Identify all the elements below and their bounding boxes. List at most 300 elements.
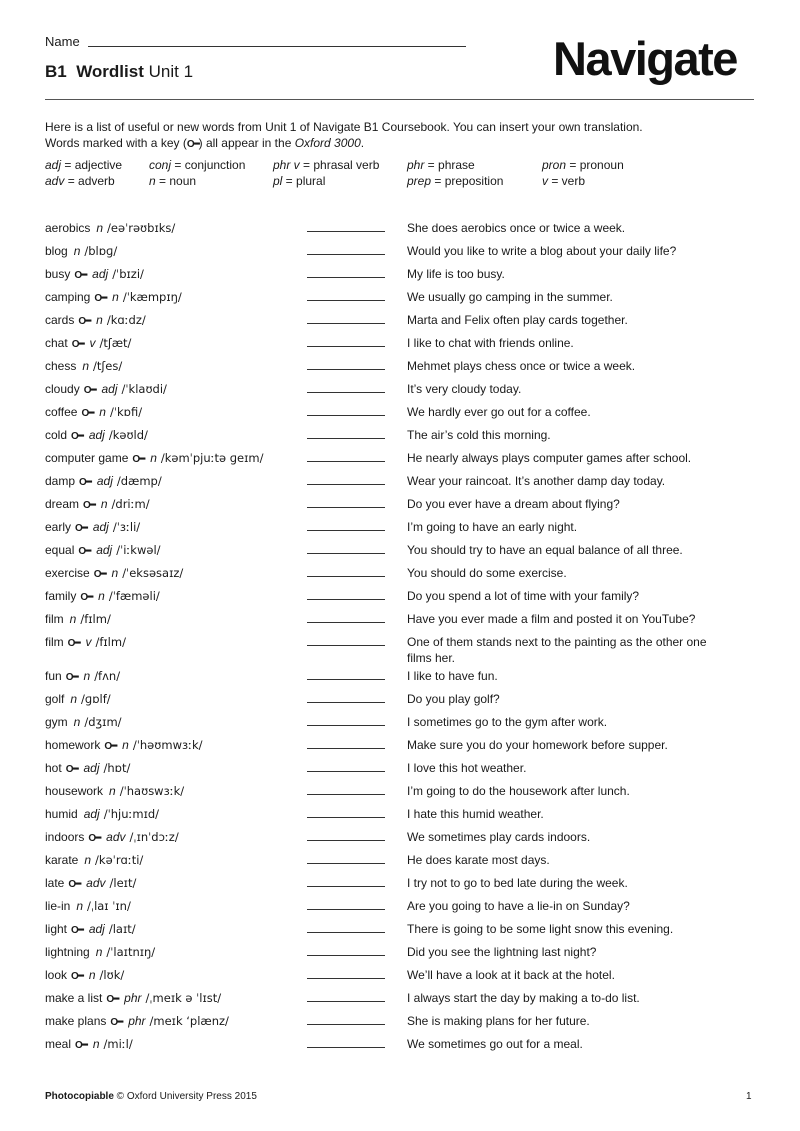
example-sentence: We’ll have a look at it back at the hotel.: [407, 968, 615, 982]
word-row: [45, 828, 755, 851]
abbreviation-item: pl = plural: [273, 174, 326, 188]
word-row: [45, 667, 755, 690]
translation-blank[interactable]: [307, 519, 385, 531]
example-sentence: I like to chat with friends online.: [407, 336, 574, 350]
page-number: 1: [746, 1091, 752, 1102]
example-sentence: Marta and Felix often play cards together.: [407, 313, 628, 327]
headword: coffee: [45, 405, 78, 419]
abbreviation-item: n = noun: [149, 174, 197, 188]
example-sentence: She does aerobics once or twice a week.: [407, 221, 626, 235]
translation-blank[interactable]: [307, 806, 385, 818]
headword: lightning: [45, 945, 90, 959]
headword: golf: [45, 692, 65, 706]
word-row: [45, 564, 755, 587]
part-of-speech: n: [96, 313, 103, 327]
word-row: [45, 311, 755, 334]
pronunciation: /fɪlm/: [80, 612, 111, 626]
word-row: [45, 219, 755, 242]
word-entry: [45, 496, 307, 517]
part-of-speech: adj: [101, 382, 118, 396]
key-icon: O━: [71, 339, 84, 350]
unit-title: [45, 62, 193, 82]
pronunciation: /leɪt/: [109, 876, 137, 890]
footer-copyright: Photocopiable © Oxford University Press 2015: [45, 1091, 257, 1102]
part-of-speech: adj: [88, 922, 105, 936]
word-entry: [45, 266, 307, 287]
headword: indoors: [45, 830, 85, 844]
word-row: [45, 805, 755, 828]
translation-blank[interactable]: [307, 381, 385, 393]
key-icon: O━: [65, 764, 78, 775]
part-of-speech: n: [69, 612, 77, 626]
example-sentence: I sometimes go to the gym after work.: [407, 715, 608, 729]
part-of-speech: adv: [86, 876, 106, 890]
word-entry: [45, 404, 307, 425]
abbreviation-item: v = verb: [542, 174, 586, 188]
headword: aerobics: [45, 221, 91, 235]
key-icon: O━: [79, 477, 91, 488]
translation-blank[interactable]: [307, 967, 385, 979]
word-row: [45, 265, 755, 288]
part-of-speech: n: [122, 738, 129, 752]
key-icon: O━: [83, 500, 95, 511]
key-icon: O━: [71, 925, 83, 936]
headword: equal: [45, 543, 75, 557]
example-sentence: We sometimes play cards indoors.: [407, 830, 591, 844]
word-entry: [45, 611, 307, 632]
pronunciation: /lʊk/: [99, 968, 125, 982]
word-entry: [45, 944, 307, 965]
headword: film: [45, 612, 64, 626]
example-sentence: Do you spend a lot of time with your family?: [407, 589, 640, 603]
headword: exercise: [45, 566, 90, 580]
pronunciation: /ˈiːkwəl/: [116, 543, 161, 557]
part-of-speech: n: [76, 899, 84, 913]
abbreviation-item: adj = adjective: [45, 158, 123, 172]
key-icon: O━: [132, 454, 145, 465]
headword: housework: [45, 784, 104, 798]
pronunciation: /kɑːdz/: [106, 313, 146, 327]
word-entry: [45, 1036, 307, 1057]
word-entry: [45, 668, 307, 689]
word-row: [45, 518, 755, 541]
key-icon: O━: [71, 431, 83, 442]
level-label: B1: [45, 62, 67, 81]
word-row: [45, 759, 755, 782]
pronunciation: /eəˈrəʊbɪks/: [107, 221, 176, 235]
part-of-speech: n: [83, 669, 91, 683]
word-row: [45, 449, 755, 472]
word-row: [45, 989, 755, 1012]
example-sentence: The air’s cold this morning.: [407, 428, 551, 442]
abbreviation-item: phr v = phrasal verb: [273, 158, 380, 172]
example-sentence: I hate this humid weather.: [407, 807, 544, 821]
name-line[interactable]: [88, 46, 466, 47]
example-sentence: I’m going to have an early night.: [407, 520, 578, 534]
example-sentence: I love this hot weather.: [407, 761, 527, 775]
part-of-speech: n: [73, 715, 81, 729]
key-icon: O━: [110, 1017, 123, 1028]
word-row: [45, 610, 755, 633]
pronunciation: /tʃes/: [93, 359, 123, 373]
translation-blank[interactable]: [307, 875, 385, 887]
translation-blank[interactable]: [307, 691, 385, 703]
pronunciation: /ˈkæmpɪŋ/: [122, 290, 182, 304]
pronunciation: /fɪlm/: [95, 635, 126, 649]
key-icon: O━: [67, 638, 80, 649]
abbreviation-item: adv = adverb: [45, 174, 115, 188]
word-row: [45, 242, 755, 265]
word-row: [45, 334, 755, 357]
translation-blank[interactable]: [307, 358, 385, 370]
example-sentence: I’m going to do the housework after lunch.: [407, 784, 630, 798]
key-icon: O━: [81, 408, 94, 419]
pronunciation: /hɒt/: [103, 761, 131, 775]
translation-blank[interactable]: [307, 921, 385, 933]
translation-blank[interactable]: [307, 737, 385, 749]
word-row: [45, 426, 755, 449]
example-sentence: We usually go camping in the summer.: [407, 290, 613, 304]
headword: light: [45, 922, 68, 936]
key-icon: O━: [106, 994, 119, 1005]
part-of-speech: phr: [128, 1014, 146, 1028]
word-row: [45, 920, 755, 943]
example-sentence: My life is too busy.: [407, 267, 505, 281]
headword: cards: [45, 313, 75, 327]
word-row: [45, 943, 755, 966]
intro-line-2: Words marked with a key (O━) all appear in the Oxford 3000.: [45, 135, 755, 153]
word-row: [45, 495, 755, 518]
part-of-speech: n: [99, 405, 106, 419]
example-sentence: Do you play golf?: [407, 692, 500, 706]
pronunciation: /ɡɒlf/: [81, 692, 111, 706]
translation-blank[interactable]: [307, 829, 385, 841]
word-entry: [45, 519, 307, 540]
pronunciation: /ˈhaʊswɜːk/: [119, 784, 185, 798]
word-entry: [45, 852, 307, 873]
header-divider: [45, 99, 754, 100]
example-sentence: She is making plans for her future.: [407, 1014, 590, 1028]
translation-blank[interactable]: [307, 668, 385, 680]
pronunciation: /laɪt/: [108, 922, 136, 936]
word-entry: [45, 829, 307, 850]
key-icon: O━: [68, 879, 81, 890]
example-sentence: Make sure you do your homework before supper.: [407, 738, 668, 752]
word-entry: [45, 967, 307, 988]
pronunciation: /tʃæt/: [99, 336, 132, 350]
key-icon: O━: [104, 741, 117, 752]
word-entry: [45, 358, 307, 379]
part-of-speech: adj: [96, 474, 113, 488]
translation-blank[interactable]: [307, 611, 385, 623]
translation-blank[interactable]: [307, 289, 385, 301]
translation-blank[interactable]: [307, 990, 385, 1002]
example-sentence: It’s very cloudy today.: [407, 382, 522, 396]
translation-blank[interactable]: [307, 542, 385, 554]
word-row: [45, 1012, 755, 1035]
headword: make plans: [45, 1014, 107, 1028]
word-row: [45, 851, 755, 874]
intro-line-1: Here is a list of useful or new words from Unit 1 of Navigate B1 Coursebook. You can insert your own translation.: [45, 120, 643, 134]
headword: damp: [45, 474, 76, 488]
part-of-speech: n: [95, 945, 103, 959]
intro-text: [45, 119, 755, 153]
key-icon: O━: [94, 293, 107, 304]
pronunciation: /ˌmeɪk ə ˈlɪst/: [145, 991, 222, 1005]
word-row: [45, 1035, 755, 1058]
part-of-speech: adv: [106, 830, 126, 844]
pronunciation: /ˈkɒfi/: [109, 405, 143, 419]
word-row: [45, 472, 755, 495]
word-entry: [45, 990, 307, 1011]
headword: computer game: [45, 451, 129, 465]
wordlist-table: [45, 219, 755, 1058]
example-sentence: Would you like to write a blog about your daily life?: [407, 244, 677, 258]
part-of-speech: n: [73, 244, 81, 258]
example-sentence: Did you see the lightning last night?: [407, 945, 597, 959]
word-entry: [45, 220, 307, 241]
example-sentence: We sometimes go out for a meal.: [407, 1037, 583, 1051]
part-of-speech: n: [100, 497, 108, 511]
word-entry: [45, 783, 307, 804]
word-row: [45, 713, 755, 736]
word-row: [45, 357, 755, 380]
example-sentence: You should do some exercise.: [407, 566, 567, 580]
word-entry: [45, 921, 307, 942]
translation-blank[interactable]: [307, 335, 385, 347]
headword: blog: [45, 244, 68, 258]
word-entry: [45, 381, 307, 402]
headword: camping: [45, 290, 91, 304]
part-of-speech: n: [92, 1037, 100, 1051]
word-entry: [45, 760, 307, 781]
example-sentence: He does karate most days.: [407, 853, 550, 867]
unit-label: Unit 1: [148, 62, 194, 81]
key-icon: O━: [74, 270, 87, 281]
headword: karate: [45, 853, 79, 867]
translation-blank[interactable]: [307, 496, 385, 508]
headword: chat: [45, 336, 68, 350]
translation-blank[interactable]: [307, 760, 385, 772]
part-of-speech: n: [109, 784, 116, 798]
example-sentence: I try not to go to bed late during the week.: [407, 876, 628, 890]
headword: humid: [45, 807, 78, 821]
key-icon: O━: [65, 672, 78, 683]
pronunciation: /kəˈrɑːti/: [95, 853, 144, 867]
part-of-speech: v: [89, 336, 96, 350]
part-of-speech: v: [85, 635, 92, 649]
pronunciation: /driːm/: [111, 497, 150, 511]
translation-blank[interactable]: [307, 427, 385, 439]
example-sentence: There is going to be some light snow this evening.: [407, 922, 674, 936]
translation-blank[interactable]: [307, 243, 385, 255]
pronunciation: /ˈeksəsaɪz/: [122, 566, 184, 580]
part-of-speech: n: [88, 968, 96, 982]
word-row: [45, 690, 755, 713]
abbreviation-item: phr = phrase: [407, 158, 475, 172]
key-icon: O━: [78, 316, 91, 327]
translation-blank[interactable]: [307, 783, 385, 795]
word-entry: [45, 565, 307, 586]
word-row: [45, 403, 755, 426]
word-row: [45, 966, 755, 989]
pronunciation: /meɪk ‘plænz/: [149, 1014, 229, 1028]
part-of-speech: adj: [92, 267, 109, 281]
key-icon: O━: [83, 385, 96, 396]
word-row: [45, 587, 755, 610]
word-row: [45, 874, 755, 897]
word-entry: [45, 875, 307, 896]
navigate-logo: Navigate: [553, 32, 737, 85]
translation-blank[interactable]: [307, 634, 385, 646]
part-of-speech: phr: [124, 991, 142, 1005]
key-icon: O━: [75, 1040, 87, 1051]
example-sentence: Have you ever made a film and posted it on YouTube?: [407, 612, 696, 626]
headword: late: [45, 876, 65, 890]
abbreviation-item: prep = preposition: [407, 174, 504, 188]
headword: fun: [45, 669, 62, 683]
abbreviation-item: pron = pronoun: [542, 158, 624, 172]
pronunciation: /fʌn/: [94, 669, 121, 683]
key-icon: O━: [75, 523, 87, 534]
headword: chess: [45, 359, 77, 373]
word-entry: [45, 542, 307, 563]
part-of-speech: adj: [96, 543, 113, 557]
translation-blank[interactable]: [307, 898, 385, 910]
translation-blank[interactable]: [307, 473, 385, 485]
key-icon: O━: [88, 833, 101, 844]
pronunciation: /ˈfæməli/: [108, 589, 160, 603]
translation-blank[interactable]: [307, 220, 385, 232]
key-icon: O━: [80, 592, 93, 603]
pronunciation: /kəʊld/: [108, 428, 148, 442]
word-row: [45, 736, 755, 759]
word-entry: [45, 289, 307, 310]
part-of-speech: n: [98, 589, 105, 603]
example-sentence: You should try to have an equal balance of all three.: [407, 543, 683, 557]
part-of-speech: adj: [83, 761, 100, 775]
pronunciation: /dæmp/: [116, 474, 162, 488]
example-sentence: Mehmet plays chess once or twice a week.: [407, 359, 636, 373]
part-of-speech: n: [111, 566, 119, 580]
example-sentence: Wear your raincoat. It’s another damp day today.: [407, 474, 666, 488]
translation-blank[interactable]: [307, 714, 385, 726]
headword: cold: [45, 428, 68, 442]
word-row: [45, 541, 755, 564]
example-sentence: I always start the day by making a to-do list.: [407, 991, 640, 1005]
headword: meal: [45, 1037, 72, 1051]
headword: lie-in: [45, 899, 71, 913]
example-sentence: Are you going to have a lie-in on Sunday?: [407, 899, 630, 913]
part-of-speech: n: [82, 359, 90, 373]
pronunciation: /blɒɡ/: [84, 244, 118, 258]
pronunciation: /ˈɜːli/: [112, 520, 141, 534]
headword: family: [45, 589, 77, 603]
pronunciation: /ˌɪnˈdɔːz/: [129, 830, 179, 844]
translation-blank[interactable]: [307, 1013, 385, 1025]
name-label: Name: [45, 34, 80, 49]
translation-blank[interactable]: [307, 565, 385, 577]
abbreviations-legend: [45, 158, 755, 194]
part-of-speech: n: [70, 692, 78, 706]
pronunciation: /ˈbɪzi/: [112, 267, 144, 281]
key-icon: O━: [93, 569, 106, 580]
word-entry: [45, 691, 307, 712]
pronunciation: /kəmˈpjuːtə ɡeɪm/: [160, 451, 264, 465]
pronunciation: /ˈhəʊmwɜːk/: [132, 738, 203, 752]
translation-blank[interactable]: [307, 312, 385, 324]
translation-blank[interactable]: [307, 588, 385, 600]
part-of-speech: adj: [88, 428, 105, 442]
word-entry: [45, 450, 307, 471]
word-entry: [45, 898, 307, 919]
key-icon: O━: [78, 546, 91, 557]
headword: gym: [45, 715, 68, 729]
word-entry: [45, 1013, 307, 1034]
part-of-speech: n: [112, 290, 119, 304]
word-entry: [45, 714, 307, 735]
pronunciation: /ˈlaɪtnɪŋ/: [106, 945, 156, 959]
word-row: [45, 897, 755, 920]
example-sentence: He nearly always plays computer games after school.: [407, 451, 692, 465]
translation-blank[interactable]: [307, 944, 385, 956]
word-row: [45, 633, 755, 667]
word-entry: [45, 806, 307, 827]
part-of-speech: n: [150, 451, 157, 465]
part-of-speech: n: [96, 221, 104, 235]
word-row: [45, 380, 755, 403]
pronunciation: /ˈklaʊdi/: [121, 382, 167, 396]
word-entry: [45, 427, 307, 448]
key-icon: O━: [71, 971, 83, 982]
headword: make a list: [45, 991, 103, 1005]
headword: hot: [45, 761, 62, 775]
example-sentence: I like to have fun.: [407, 669, 498, 683]
headword: film: [45, 635, 64, 649]
word-row: [45, 782, 755, 805]
pronunciation: /dʒɪm/: [84, 715, 122, 729]
headword: dream: [45, 497, 80, 511]
translation-blank[interactable]: [307, 1036, 385, 1048]
translation-blank[interactable]: [307, 450, 385, 462]
word-entry: [45, 588, 307, 609]
headword: homework: [45, 738, 101, 752]
word-entry: [45, 243, 307, 264]
word-entry: [45, 473, 307, 494]
pronunciation: /miːl/: [103, 1037, 133, 1051]
translation-blank[interactable]: [307, 404, 385, 416]
key-icon: O━: [186, 139, 199, 150]
headword: busy: [45, 267, 71, 281]
translation-blank[interactable]: [307, 852, 385, 864]
translation-blank[interactable]: [307, 266, 385, 278]
example-sentence: We hardly ever go out for a coffee.: [407, 405, 591, 419]
pronunciation: /ˈhjuːmɪd/: [103, 807, 160, 821]
pronunciation: /ˌlaɪ ˈɪn/: [87, 899, 131, 913]
word-entry: [45, 312, 307, 333]
headword: early: [45, 520, 72, 534]
example-sentence: Do you ever have a dream about flying?: [407, 497, 620, 511]
abbreviation-item: conj = conjunction: [149, 158, 246, 172]
headword: look: [45, 968, 68, 982]
word-entry: [45, 634, 307, 666]
part-of-speech: adj: [83, 807, 100, 821]
headword: cloudy: [45, 382, 80, 396]
part-of-speech: n: [84, 853, 92, 867]
example-sentence: One of them stands next to the painting as the other one films her.: [407, 635, 707, 665]
word-entry: [45, 335, 307, 356]
part-of-speech: adj: [92, 520, 109, 534]
